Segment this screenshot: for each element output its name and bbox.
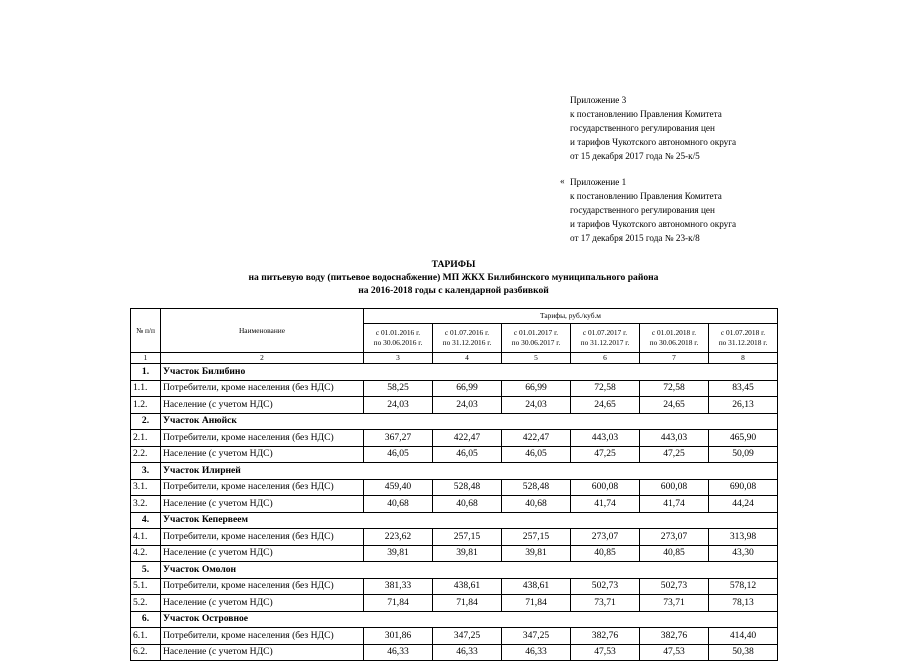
- header-period: [502, 324, 571, 353]
- section-index: 2.: [131, 413, 161, 430]
- row-name: Население (с учетом НДС): [161, 397, 364, 414]
- tariff-value: 46,33: [364, 644, 433, 661]
- tariff-value: 301,86: [364, 628, 433, 645]
- header-period: [640, 324, 709, 353]
- tariff-value: 46,33: [502, 644, 571, 661]
- header-period-line: с 01.01.2017 г.: [513, 328, 559, 337]
- section-row: [131, 463, 778, 480]
- section-index: 3.: [131, 463, 161, 480]
- section-empty-cell: [571, 413, 640, 430]
- tariff-value: 438,61: [502, 578, 571, 595]
- tariff-value: 273,07: [640, 529, 709, 546]
- section-index: 4.: [131, 512, 161, 529]
- tariff-value: 71,84: [433, 595, 502, 612]
- table-row: [131, 496, 778, 513]
- header-period-line: с 01.01.2018 г.: [651, 328, 697, 337]
- section-empty-cell: [571, 364, 640, 381]
- tariff-value: 46,05: [433, 446, 502, 463]
- tariff-value: 72,58: [640, 380, 709, 397]
- section-empty-cell: [709, 463, 778, 480]
- tariff-value: 422,47: [502, 430, 571, 447]
- tariff-value: 40,68: [433, 496, 502, 513]
- section-empty-cell: [709, 413, 778, 430]
- document-subtitle: на питьевую воду (питьевое водоснабжение) МП ЖКХ Билибинского муниципального района: [248, 272, 659, 283]
- tariff-value: 40,68: [364, 496, 433, 513]
- table-row: [131, 644, 778, 661]
- tariff-value: 46,05: [364, 446, 433, 463]
- tariff-value: 26,13: [709, 397, 778, 414]
- appendix-1-line: государственного регулирования цен: [570, 205, 715, 215]
- tariff-value: 257,15: [502, 529, 571, 546]
- tariff-value: 528,48: [502, 479, 571, 496]
- section-empty-cell: [364, 364, 433, 381]
- tariff-value: 502,73: [640, 578, 709, 595]
- column-number: 4: [433, 353, 502, 364]
- section-empty-cell: [433, 463, 502, 480]
- section-row: [131, 512, 778, 529]
- section-index: 5.: [131, 562, 161, 579]
- appendix-1-line: к постановлению Правления Комитета: [570, 191, 722, 201]
- appendix-3-line: Приложение 3: [570, 95, 627, 105]
- row-name: Население (с учетом НДС): [161, 644, 364, 661]
- column-number: 3: [364, 353, 433, 364]
- tariff-value: 72,58: [571, 380, 640, 397]
- tariff-value: 71,84: [502, 595, 571, 612]
- appendix-1-line: от 17 декабря 2015 года № 23-к/8: [570, 233, 700, 243]
- tariff-value: 465,90: [709, 430, 778, 447]
- tariff-value: 578,12: [709, 578, 778, 595]
- row-index: 4.2.: [131, 545, 161, 562]
- header-period-line: с 01.01.2016 г.: [375, 328, 421, 337]
- section-empty-cell: [433, 562, 502, 579]
- section-empty-cell: [571, 562, 640, 579]
- section-index: 1.: [131, 364, 161, 381]
- tariff-value: 438,61: [433, 578, 502, 595]
- tariff-value: 24,03: [502, 397, 571, 414]
- column-number: 2: [161, 353, 364, 364]
- section-row: [131, 611, 778, 628]
- tariff-value: 600,08: [640, 479, 709, 496]
- appendix-1-line: Приложение 1: [570, 177, 627, 187]
- row-name: Население (с учетом НДС): [161, 496, 364, 513]
- header-period-line: с 01.07.2016 г.: [444, 328, 490, 337]
- header-period-line: по 31.12.2018 г.: [718, 338, 768, 347]
- tariff-value: 502,73: [571, 578, 640, 595]
- row-index: 3.2.: [131, 496, 161, 513]
- tariff-value: 50,09: [709, 446, 778, 463]
- section-empty-cell: [364, 463, 433, 480]
- section-name: Участок Билибино: [161, 364, 364, 381]
- section-empty-cell: [433, 413, 502, 430]
- header-tariffs: Тарифы, руб./куб.м: [364, 309, 778, 324]
- tariff-value: 44,24: [709, 496, 778, 513]
- header-period-line: по 31.12.2017 г.: [580, 338, 630, 347]
- section-empty-cell: [364, 512, 433, 529]
- tariff-value: 414,40: [709, 628, 778, 645]
- section-empty-cell: [502, 562, 571, 579]
- header-period: [571, 324, 640, 353]
- row-index: 5.2.: [131, 595, 161, 612]
- tariff-value: 382,76: [640, 628, 709, 645]
- row-name: Потребители, кроме населения (без НДС): [161, 479, 364, 496]
- section-empty-cell: [502, 611, 571, 628]
- tariff-value: 347,25: [433, 628, 502, 645]
- row-name: Потребители, кроме населения (без НДС): [161, 578, 364, 595]
- section-empty-cell: [640, 463, 709, 480]
- column-number: 8: [709, 353, 778, 364]
- tariff-value: 24,65: [571, 397, 640, 414]
- appendix-3-line: и тарифов Чукотского автономного округа: [570, 137, 737, 147]
- tariff-value: 39,81: [364, 545, 433, 562]
- column-number: 6: [571, 353, 640, 364]
- tariff-value: 382,76: [571, 628, 640, 645]
- table-row: [131, 380, 778, 397]
- row-name: Население (с учетом НДС): [161, 446, 364, 463]
- row-index: 5.1.: [131, 578, 161, 595]
- tariff-table: [130, 308, 778, 661]
- header-period: [433, 324, 502, 353]
- header-number: № п/п: [131, 309, 161, 353]
- tariff-value: 43,30: [709, 545, 778, 562]
- row-index: 4.1.: [131, 529, 161, 546]
- tariff-value: 46,05: [502, 446, 571, 463]
- section-empty-cell: [364, 562, 433, 579]
- tariff-value: 528,48: [433, 479, 502, 496]
- section-name: Участок Островное: [161, 611, 364, 628]
- tariff-value: 83,45: [709, 380, 778, 397]
- tariff-value: 24,03: [433, 397, 502, 414]
- section-empty-cell: [640, 562, 709, 579]
- section-name: Участок Омолон: [161, 562, 364, 579]
- row-index: 2.2.: [131, 446, 161, 463]
- header-period-line: по 30.06.2018 г.: [649, 338, 699, 347]
- section-empty-cell: [571, 512, 640, 529]
- opening-quote: «: [560, 176, 565, 186]
- appendix-1-line: и тарифов Чукотского автономного округа: [570, 219, 737, 229]
- tariff-value: 46,33: [433, 644, 502, 661]
- section-empty-cell: [571, 611, 640, 628]
- row-name: Потребители, кроме населения (без НДС): [161, 430, 364, 447]
- tariff-value: 40,85: [640, 545, 709, 562]
- section-row: [131, 413, 778, 430]
- section-empty-cell: [709, 562, 778, 579]
- tariff-value: 47,25: [571, 446, 640, 463]
- tariff-value: 47,53: [640, 644, 709, 661]
- section-empty-cell: [640, 512, 709, 529]
- section-empty-cell: [433, 611, 502, 628]
- document-title: ТАРИФЫ: [431, 259, 476, 270]
- section-empty-cell: [502, 512, 571, 529]
- header-period-line: с 01.07.2018 г.: [720, 328, 766, 337]
- tariff-value: 443,03: [640, 430, 709, 447]
- tariff-value: 50,38: [709, 644, 778, 661]
- tariff-value: 71,84: [364, 595, 433, 612]
- column-number: 7: [640, 353, 709, 364]
- table-row: [131, 545, 778, 562]
- row-index: 3.1.: [131, 479, 161, 496]
- row-name: Потребители, кроме населения (без НДС): [161, 380, 364, 397]
- table-row: [131, 628, 778, 645]
- section-empty-cell: [640, 413, 709, 430]
- section-name: Участок Анюйск: [161, 413, 364, 430]
- section-name: Участок Илирней: [161, 463, 364, 480]
- tariff-value: 257,15: [433, 529, 502, 546]
- header-period-line: по 31.12.2016 г.: [442, 338, 492, 347]
- table-row: [131, 578, 778, 595]
- table-row: [131, 479, 778, 496]
- table-row: [131, 529, 778, 546]
- tariff-value: 381,33: [364, 578, 433, 595]
- tariff-value: 459,40: [364, 479, 433, 496]
- tariff-value: 367,27: [364, 430, 433, 447]
- row-index: 1.1.: [131, 380, 161, 397]
- header-period-line: по 30.06.2017 г.: [511, 338, 561, 347]
- tariff-value: 58,25: [364, 380, 433, 397]
- section-empty-cell: [364, 413, 433, 430]
- section-empty-cell: [709, 512, 778, 529]
- table-row: [131, 595, 778, 612]
- header-name: Наименование: [161, 309, 364, 353]
- tariff-value: 223,62: [364, 529, 433, 546]
- tariff-value: 66,99: [433, 380, 502, 397]
- tariff-value: 39,81: [433, 545, 502, 562]
- section-row: [131, 364, 778, 381]
- row-name: Население (с учетом НДС): [161, 545, 364, 562]
- tariff-value: 600,08: [571, 479, 640, 496]
- tariff-value: 40,85: [571, 545, 640, 562]
- tariff-value: 690,08: [709, 479, 778, 496]
- section-row: [131, 562, 778, 579]
- tariff-value: 24,03: [364, 397, 433, 414]
- tariff-value: 78,13: [709, 595, 778, 612]
- header-period-line: с 01.07.2017 г.: [582, 328, 628, 337]
- header-period: [364, 324, 433, 353]
- appendix-3-line: к постановлению Правления Комитета: [570, 109, 722, 119]
- document-period: на 2016-2018 годы с календарной разбивкой: [358, 285, 549, 296]
- row-name: Потребители, кроме населения (без НДС): [161, 628, 364, 645]
- section-index: 6.: [131, 611, 161, 628]
- section-empty-cell: [640, 364, 709, 381]
- section-empty-cell: [433, 364, 502, 381]
- section-empty-cell: [502, 463, 571, 480]
- table-row: [131, 430, 778, 447]
- tariff-value: 40,68: [502, 496, 571, 513]
- section-empty-cell: [709, 364, 778, 381]
- row-index: 6.2.: [131, 644, 161, 661]
- section-name: Участок Кепервеем: [161, 512, 364, 529]
- table-row: [131, 446, 778, 463]
- row-index: 6.1.: [131, 628, 161, 645]
- appendix-1-block: [570, 175, 736, 245]
- section-empty-cell: [571, 463, 640, 480]
- section-empty-cell: [709, 611, 778, 628]
- appendix-3-line: от 15 декабря 2017 года № 25-к/5: [570, 151, 700, 161]
- tariff-value: 24,65: [640, 397, 709, 414]
- tariff-value: 443,03: [571, 430, 640, 447]
- section-empty-cell: [640, 611, 709, 628]
- row-name: Население (с учетом НДС): [161, 595, 364, 612]
- tariff-value: 313,98: [709, 529, 778, 546]
- section-empty-cell: [502, 364, 571, 381]
- header-period-line: по 30.06.2016 г.: [373, 338, 423, 347]
- tariff-value: 66,99: [502, 380, 571, 397]
- section-empty-cell: [364, 611, 433, 628]
- appendix-3-block: [570, 93, 736, 163]
- section-empty-cell: [502, 413, 571, 430]
- tariff-value: 39,81: [502, 545, 571, 562]
- tariff-value: 73,71: [571, 595, 640, 612]
- section-empty-cell: [433, 512, 502, 529]
- row-index: 1.2.: [131, 397, 161, 414]
- tariff-value: 422,47: [433, 430, 502, 447]
- tariff-value: 73,71: [640, 595, 709, 612]
- tariff-value: 273,07: [571, 529, 640, 546]
- appendix-3-line: государственного регулирования цен: [570, 123, 715, 133]
- tariff-value: 347,25: [502, 628, 571, 645]
- tariff-value: 41,74: [571, 496, 640, 513]
- tariff-value: 47,25: [640, 446, 709, 463]
- tariff-value: 41,74: [640, 496, 709, 513]
- tariff-value: 47,53: [571, 644, 640, 661]
- header-period: [709, 324, 778, 353]
- column-number: 5: [502, 353, 571, 364]
- row-name: Потребители, кроме населения (без НДС): [161, 529, 364, 546]
- row-index: 2.1.: [131, 430, 161, 447]
- table-row: [131, 397, 778, 414]
- column-number: 1: [131, 353, 161, 364]
